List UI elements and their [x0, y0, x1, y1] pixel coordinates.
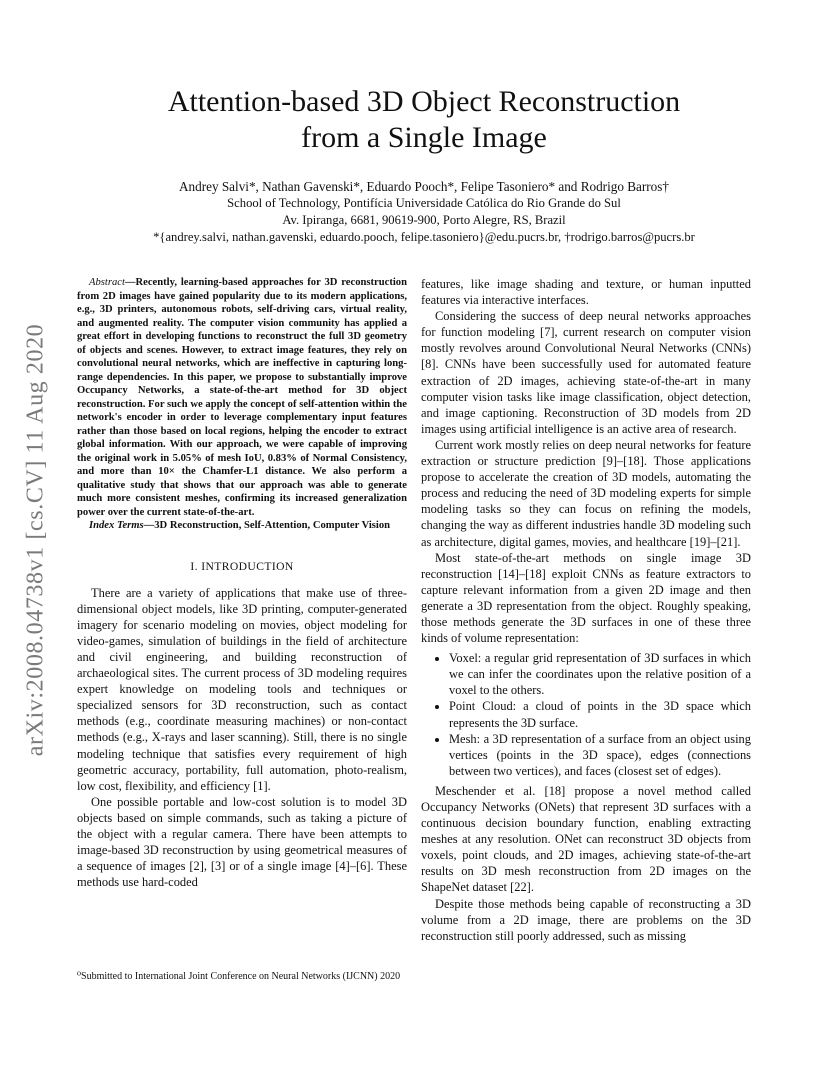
- list-item-point-cloud: • Point Cloud: a cloud of points in the 3D space which represents the 3D surface.: [449, 698, 751, 730]
- index-terms: [77, 519, 407, 533]
- left-column: [77, 276, 407, 890]
- title-line-2: from a Single Image: [301, 121, 547, 154]
- author-emails: *{andrey.salvi, nathan.gavenski, eduardo.pooch, felipe.tasoniero}@edu.pucrs.br, †rodrigo.barros@pucrs.br: [153, 230, 695, 244]
- arxiv-id: arXiv:2008.04738v1 [cs.CV] 11 Aug 2020: [22, 323, 49, 757]
- affiliation-2: Av. Ipiranga, 6681, 90619-900, Porto Alegre, RS, Brazil: [282, 213, 566, 227]
- author-block: [60, 178, 788, 246]
- right-column: [421, 276, 751, 944]
- list-item-mesh: • Mesh: a 3D representation of a surface from an object using vertices (points in the 3D space), edges (connections between two vertices), and faces (closest set of edges).: [449, 731, 751, 779]
- abstract: [77, 276, 407, 519]
- abstract-label: Abstract: [89, 277, 125, 288]
- intro-paragraph-5: Most state-of-the-art methods on single image 3D reconstruction [14]–[18] exploit CNNs as feature extractors to capture relevant information from a given 2D image and then generate a 3D representation from the object. Roughly speaking, those methods generate the 3D surfaces in one of these three kinds of volume representation:: [421, 550, 751, 646]
- intro-paragraph-4: Current work mostly relies on deep neural networks for feature extraction or structure prediction [9]–[18]. Those applications propose to accelerate the creation of 3D models, automating the process and reducing the need of 3D modeling experts for simple modeling tasks so they can focus on refining the models, changing the way as different industries handle 3D modeling such as architecture, digital games, movies, and healthcare [19]–[21].: [421, 437, 751, 549]
- intro-paragraph-continued: features, like image shading and texture, or human inputted features via interactive interfaces.: [421, 277, 751, 308]
- intro-paragraph-3: Considering the success of deep neural networks approaches for function modeling [7], current research on computer vision mostly revolves around Convolutional Neural Networks (CNNs) [8]. CNNs have been successfully used for automated feature extraction of 2D images, achieving state-of-the-art in many computer vision tasks like image classification, object detection, and image captioning. Reconstruction of 3D models from 2D images using artificial intelligence is an active area of research.: [421, 309, 751, 436]
- intro-paragraph-6: Meschender et al. [18] propose a novel method called Occupancy Networks (ONets) that represent 3D surfaces with a continuous decision boundary function, enabling extracting meshes at any resolution. ONet can reconstruct 3D objects from voxels, point clouds, and 2D images, achieving state-of-the-art results on 3D mesh reconstruction from 2D images on the ShapeNet dataset [22].: [421, 783, 751, 895]
- author-list: Andrey Salvi*, Nathan Gavenski*, Eduardo Pooch*, Felipe Tasoniero* and Rodrigo Barros†: [179, 179, 669, 194]
- section-heading-introduction: I. INTRODUCTION: [190, 559, 294, 573]
- intro-paragraph-7: Despite those methods being capable of reconstructing a 3D volume from a 2D image, there are problems on the 3D reconstruction still poorly addressed, such as missing: [421, 896, 751, 943]
- footnote: ⁰Submitted to International Joint Conference on Neural Networks (IJCNN) 2020: [77, 971, 401, 982]
- affiliation-1: School of Technology, Pontifícia Universidade Católica do Rio Grande do Sul: [227, 196, 621, 210]
- index-terms-text: —3D Reconstruction, Self-Attention, Computer Vision: [143, 520, 391, 531]
- abstract-text: —Recently, learning-based approaches for 3D reconstruction from 2D images have gained popularity due to its modern applications, e.g., 3D printers, autonomous robots, self-driving cars, virtual reality, and augmented reality. The computer vision community has applied a great effort in developing functions to reconstruct the full 3D geometry of objects and scenes. However, to extract image features, they rely on convolutional neural networks, which are ineffective in capturing long-range dependencies. In this paper, we propose to substantially improve Occupancy Networks, a state-of-the-art method for 3D object reconstruction. For such we apply the concept of self-attention within the network's encoder in order to leverage complementary input features rather than those based on local regions, helping the encoder to extract global information. With our approach, we were capable of improving the original work in 5.05% of mesh IoU, 0.83% of Normal Consistency, and more than 10× the Chamfer-L1 distance. We also perform a qualitative study that shows that our approach was able to generate much more consistent meshes, confirming its increased generalization power over the current state-of-the-art.: [77, 277, 407, 518]
- title-line-1: Attention-based 3D Object Reconstruction: [167, 85, 681, 118]
- list-item-voxel: • Voxel: a regular grid representation of 3D surfaces in which we can infer the coordinates upon the relative position of a voxel to the others.: [449, 650, 751, 698]
- arxiv-stamp: [16, 323, 56, 757]
- paper-title: [60, 84, 788, 156]
- representation-list: [421, 650, 751, 779]
- intro-paragraph-1: There are a variety of applications that make use of three-dimensional object models, like 3D printing, computer-generated imagery for scenario modeling on movies, object modeling for video-games, simulation of buildings in the field of architecture and civil engineering, and building reconstruction of archaeological sites. The current process of 3D modeling requires expert knowledge on modeling tools and techniques or specialized sensors for 3D reconstruction, such as contact methods (e.g., coordinate measuring machines) or non-contact methods (e.g., X-rays and laser scanning). Still, there is no single modeling technique that satisfies every requirement of high geometric accuracy, portability, full automation, photo-realism, low cost, flexibility, and efficiency [1].: [77, 585, 407, 793]
- index-terms-label: Index Terms: [89, 520, 144, 531]
- intro-paragraph-2: One possible portable and low-cost solution is to model 3D objects based on simple commands, such as taking a picture of the object with a regular camera. There have been attempts to image-based 3D reconstruction by using geometrical measures of a sequence of images [2], [3] or of a single image [4]–[6]. These methods use hard-coded: [77, 794, 407, 890]
